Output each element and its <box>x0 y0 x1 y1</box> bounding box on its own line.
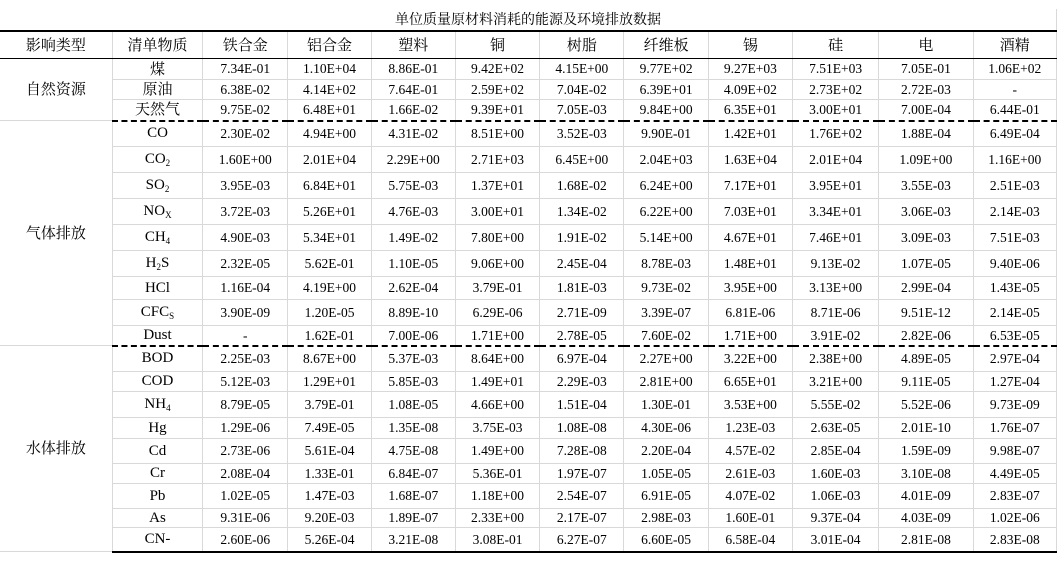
substance-cell[interactable] <box>112 173 202 199</box>
substance-name: 煤 <box>149 59 165 78</box>
value-cell[interactable]: 9.11E-05 <box>879 372 973 392</box>
value-cell[interactable]: 1.76E-07 <box>973 418 1056 439</box>
value-cell[interactable]: 7.80E+00 <box>455 225 539 251</box>
substance-cell[interactable] <box>112 439 202 464</box>
value-cell[interactable]: 6.24E+00 <box>624 173 708 199</box>
table-row <box>0 418 1057 439</box>
substance-name: CO <box>147 125 168 142</box>
header-cell[interactable]: 电 <box>879 31 973 59</box>
value-cell[interactable]: 6.39E+01 <box>624 80 708 100</box>
value-cell[interactable]: 7.51E+03 <box>792 59 878 80</box>
value-cell[interactable]: 2.71E-09 <box>540 300 624 326</box>
value-cell[interactable]: 2.72E-03 <box>879 80 973 100</box>
value-cell[interactable]: 4.75E-08 <box>371 439 455 464</box>
value-cell[interactable]: 1.42E+01 <box>708 121 792 147</box>
substance-name: HCl <box>144 279 170 296</box>
value-cell[interactable]: 5.12E-03 <box>203 372 288 392</box>
value-cell[interactable]: 3.39E-07 <box>624 300 708 326</box>
value-cell[interactable]: 3.06E-03 <box>879 199 973 225</box>
table-row <box>0 100 1057 121</box>
value-cell[interactable]: 1.27E-04 <box>973 372 1056 392</box>
value-cell[interactable]: 3.55E-03 <box>879 173 973 199</box>
value-cell[interactable]: 7.05E-01 <box>879 59 973 80</box>
value-cell[interactable]: 9.27E+03 <box>708 59 792 80</box>
table-row <box>0 121 1057 147</box>
value-cell[interactable]: 1.18E+00 <box>455 484 539 509</box>
table-row <box>0 59 1057 80</box>
value-cell[interactable]: 6.91E-05 <box>624 484 708 509</box>
value-cell[interactable]: 2.85E-04 <box>792 439 878 464</box>
value-cell[interactable]: 3.08E-01 <box>455 528 539 552</box>
header-cell[interactable]: 铜 <box>455 31 539 59</box>
value-cell[interactable]: 6.53E-05 <box>973 326 1056 346</box>
substance-subscript: 4 <box>166 403 171 413</box>
value-cell[interactable]: 6.45E+00 <box>540 147 624 173</box>
substance-name: 天然气 <box>134 100 180 119</box>
value-cell[interactable]: 6.84E+01 <box>288 173 371 199</box>
value-cell[interactable]: 8.71E-06 <box>792 300 878 326</box>
value-cell[interactable]: 7.46E+01 <box>792 225 878 251</box>
value-cell[interactable]: 7.17E+01 <box>708 173 792 199</box>
value-cell[interactable]: 2.98E-03 <box>624 509 708 528</box>
category-cell[interactable]: 自然资源 <box>0 59 112 121</box>
value-cell[interactable]: 2.59E+02 <box>455 80 539 100</box>
value-cell[interactable]: 3.53E+00 <box>708 392 792 418</box>
value-cell[interactable]: 1.62E-01 <box>288 326 371 346</box>
value-cell[interactable]: 3.13E+00 <box>792 277 878 300</box>
value-cell[interactable]: 1.88E-04 <box>879 121 973 147</box>
table-row <box>0 439 1057 464</box>
substance-name: Cr <box>149 465 165 481</box>
value-cell[interactable]: 7.04E-02 <box>540 80 624 100</box>
value-cell[interactable]: 1.71E+00 <box>455 326 539 346</box>
value-cell[interactable]: 1.51E-04 <box>540 392 624 418</box>
value-cell[interactable]: 2.83E-08 <box>973 528 1056 552</box>
value-cell[interactable]: 4.03E-09 <box>879 509 973 528</box>
value-cell[interactable]: 9.98E-07 <box>973 439 1056 464</box>
value-cell[interactable]: 2.08E-04 <box>203 464 288 484</box>
header-cell[interactable]: 硅 <box>792 31 878 59</box>
substance-name: 原油 <box>142 80 173 98</box>
value-cell[interactable]: 1.02E-06 <box>973 509 1056 528</box>
category-cell[interactable]: 水体排放 <box>0 346 112 552</box>
substance-cell[interactable] <box>112 392 202 418</box>
value-cell[interactable]: 1.35E-08 <box>371 418 455 439</box>
value-cell[interactable]: 8.51E+00 <box>455 121 539 147</box>
substance-subscript: 4 <box>165 236 171 246</box>
substance-name: CN- <box>144 530 171 547</box>
value-cell[interactable]: 3.01E-04 <box>792 528 878 552</box>
substance-name: CO <box>144 151 166 167</box>
value-cell[interactable]: 3.95E+01 <box>792 173 878 199</box>
substance-cell[interactable] <box>112 147 202 173</box>
value-cell[interactable]: 2.60E-06 <box>203 528 288 552</box>
substance-subscript: S <box>169 311 175 321</box>
substance-cell[interactable] <box>112 59 202 80</box>
substance-name: NO <box>143 203 166 219</box>
value-cell[interactable]: 3.75E-03 <box>455 418 539 439</box>
value-cell[interactable]: 2.20E-04 <box>624 439 708 464</box>
table-row <box>0 199 1057 225</box>
table-row <box>0 225 1057 251</box>
value-cell[interactable]: 2.61E-03 <box>708 464 792 484</box>
value-cell[interactable]: 2.38E+00 <box>792 346 878 372</box>
value-cell[interactable]: 3.21E-08 <box>371 528 455 552</box>
value-cell[interactable]: 5.55E-02 <box>792 392 878 418</box>
value-cell[interactable]: 9.84E+00 <box>624 100 708 121</box>
value-cell[interactable]: 9.37E-04 <box>792 509 878 528</box>
value-cell[interactable]: 3.95E+00 <box>708 277 792 300</box>
table-title[interactable]: 单位质量原材料消耗的能源及环境排放数据 <box>0 9 1057 31</box>
value-cell[interactable]: 1.49E+00 <box>455 439 539 464</box>
table-row <box>0 300 1057 326</box>
table-row <box>0 464 1057 484</box>
value-cell[interactable]: 1.23E-03 <box>708 418 792 439</box>
value-cell[interactable]: 2.27E+00 <box>624 346 708 372</box>
value-cell[interactable]: 1.89E-07 <box>371 509 455 528</box>
value-cell[interactable]: 9.20E-03 <box>288 509 371 528</box>
table-row <box>0 147 1057 173</box>
substance-name: Cd <box>148 442 167 459</box>
value-cell[interactable]: 3.79E-01 <box>455 277 539 300</box>
substance-cell[interactable] <box>112 484 202 509</box>
value-cell[interactable]: 2.25E-03 <box>203 346 288 372</box>
substance-cell[interactable] <box>112 528 202 552</box>
value-cell[interactable]: 5.26E-04 <box>288 528 371 552</box>
value-cell[interactable]: 3.00E+01 <box>455 199 539 225</box>
value-cell[interactable]: 6.84E-07 <box>371 464 455 484</box>
value-cell[interactable]: 1.91E-02 <box>540 225 624 251</box>
substance-name: CH <box>144 229 166 245</box>
value-cell[interactable]: 5.75E-03 <box>371 173 455 199</box>
header-row <box>0 31 1057 59</box>
header-cell[interactable]: 纤维板 <box>624 31 708 59</box>
value-cell[interactable]: 6.49E-04 <box>973 121 1056 147</box>
value-cell[interactable]: 4.67E+01 <box>708 225 792 251</box>
substance-name: Dust <box>143 326 172 343</box>
value-cell[interactable]: 3.52E-03 <box>540 121 624 147</box>
value-cell[interactable]: 1.02E-05 <box>203 484 288 509</box>
value-cell[interactable]: 2.81E+00 <box>624 372 708 392</box>
value-cell[interactable]: 1.60E+00 <box>203 147 288 173</box>
value-cell[interactable]: 2.14E-05 <box>973 300 1056 326</box>
value-cell[interactable]: 5.26E+01 <box>288 199 371 225</box>
substance-cell[interactable] <box>112 225 202 251</box>
value-cell[interactable]: 1.30E-01 <box>624 392 708 418</box>
value-cell[interactable]: 1.43E-05 <box>973 277 1056 300</box>
value-cell[interactable]: 2.71E+03 <box>455 147 539 173</box>
value-cell[interactable]: 5.61E-04 <box>288 439 371 464</box>
value-cell[interactable]: 2.73E-06 <box>203 439 288 464</box>
header-cell[interactable]: 树脂 <box>540 31 624 59</box>
value-cell[interactable]: 9.06E+00 <box>455 251 539 277</box>
substance-name: Hg <box>148 419 167 436</box>
value-cell[interactable]: 8.64E+00 <box>455 346 539 372</box>
header-cell[interactable]: 清单物质 <box>112 31 202 59</box>
value-cell[interactable]: 2.62E-04 <box>371 277 455 300</box>
value-cell[interactable]: 1.10E+04 <box>288 59 371 80</box>
value-cell[interactable]: 5.62E-01 <box>288 251 371 277</box>
value-cell[interactable]: 2.82E-06 <box>879 326 973 346</box>
value-cell[interactable]: 9.51E-12 <box>879 300 973 326</box>
substance-cell[interactable] <box>112 346 202 372</box>
value-cell[interactable]: 1.08E-05 <box>371 392 455 418</box>
value-cell[interactable]: 1.16E-04 <box>203 277 288 300</box>
value-cell[interactable]: 3.21E+00 <box>792 372 878 392</box>
category-cell[interactable]: 气体排放 <box>0 121 112 346</box>
value-cell[interactable]: 6.44E-01 <box>973 100 1056 121</box>
value-cell[interactable]: 3.34E+01 <box>792 199 878 225</box>
value-cell[interactable]: 9.42E+02 <box>455 59 539 80</box>
value-cell[interactable]: 1.68E-07 <box>371 484 455 509</box>
value-cell[interactable]: 2.30E-02 <box>203 121 288 147</box>
substance-name: BOD <box>141 350 174 367</box>
value-cell[interactable]: 2.17E-07 <box>540 509 624 528</box>
substance-subscript: 2 <box>164 184 170 194</box>
value-cell[interactable]: 2.01E-10 <box>879 418 973 439</box>
value-cell[interactable]: 1.47E-03 <box>288 484 371 509</box>
substance-cell[interactable] <box>112 464 202 484</box>
value-cell[interactable]: 3.72E-03 <box>203 199 288 225</box>
value-cell[interactable]: 2.01E+04 <box>288 147 371 173</box>
emission-data-table <box>0 9 1057 553</box>
value-cell[interactable]: 8.67E+00 <box>288 346 371 372</box>
value-cell[interactable]: 4.01E-09 <box>879 484 973 509</box>
value-cell[interactable]: 6.38E-02 <box>203 80 288 100</box>
value-cell[interactable]: 2.29E+00 <box>371 147 455 173</box>
value-cell[interactable]: 1.20E-05 <box>288 300 371 326</box>
value-cell[interactable]: 5.85E-03 <box>371 372 455 392</box>
value-cell[interactable]: 8.79E-05 <box>203 392 288 418</box>
substance-cell[interactable] <box>112 80 202 100</box>
header-cell[interactable]: 酒精 <box>973 31 1056 59</box>
value-cell[interactable]: 9.31E-06 <box>203 509 288 528</box>
value-cell[interactable]: 1.37E+01 <box>455 173 539 199</box>
value-cell[interactable]: 6.65E+01 <box>708 372 792 392</box>
substance-cell[interactable] <box>112 199 202 225</box>
value-cell[interactable]: 2.29E-03 <box>540 372 624 392</box>
table-row <box>0 80 1057 100</box>
value-cell[interactable]: 1.06E-03 <box>792 484 878 509</box>
value-cell[interactable]: 7.03E+01 <box>708 199 792 225</box>
value-cell[interactable]: 9.40E-06 <box>973 251 1056 277</box>
table-row <box>0 346 1057 372</box>
value-cell[interactable]: 4.31E-02 <box>371 121 455 147</box>
value-cell[interactable]: 1.33E-01 <box>288 464 371 484</box>
value-cell[interactable]: 7.00E-06 <box>371 326 455 346</box>
value-cell[interactable]: 4.14E+02 <box>288 80 371 100</box>
table-row <box>0 372 1057 392</box>
value-cell[interactable]: 9.13E-02 <box>792 251 878 277</box>
value-cell[interactable]: 6.48E+01 <box>288 100 371 121</box>
value-cell[interactable]: 2.45E-04 <box>540 251 624 277</box>
table-row <box>0 173 1057 199</box>
table-row <box>0 326 1057 346</box>
value-cell[interactable]: 1.16E+00 <box>973 147 1056 173</box>
value-cell[interactable]: 9.77E+02 <box>624 59 708 80</box>
value-cell[interactable]: 2.81E-08 <box>879 528 973 552</box>
value-cell[interactable]: 6.29E-06 <box>455 300 539 326</box>
value-cell[interactable]: 1.59E-09 <box>879 439 973 464</box>
value-cell[interactable]: 9.73E-09 <box>973 392 1056 418</box>
value-cell[interactable]: 9.90E-01 <box>624 121 708 147</box>
value-cell[interactable]: 4.76E-03 <box>371 199 455 225</box>
value-cell[interactable]: 1.49E-02 <box>371 225 455 251</box>
value-cell[interactable]: 4.30E-06 <box>624 418 708 439</box>
value-cell[interactable]: 2.33E+00 <box>455 509 539 528</box>
value-cell[interactable]: 6.97E-04 <box>540 346 624 372</box>
substance-subscript: 2 <box>156 262 161 272</box>
substance-name: H <box>145 255 157 271</box>
header-cell[interactable]: 塑料 <box>371 31 455 59</box>
value-cell[interactable]: 1.68E-02 <box>540 173 624 199</box>
value-cell[interactable]: 7.28E-08 <box>540 439 624 464</box>
value-cell[interactable]: 1.97E-07 <box>540 464 624 484</box>
value-cell[interactable]: 1.09E+00 <box>879 147 973 173</box>
substance-cell[interactable] <box>112 300 202 326</box>
value-cell[interactable]: 9.75E-02 <box>203 100 288 121</box>
header-cell[interactable]: 影响类型 <box>0 31 112 59</box>
value-cell[interactable]: 4.89E-05 <box>879 346 973 372</box>
value-cell[interactable]: 1.08E-08 <box>540 418 624 439</box>
value-cell[interactable]: 5.36E-01 <box>455 464 539 484</box>
value-cell[interactable]: 1.48E+01 <box>708 251 792 277</box>
value-cell[interactable]: 1.60E-03 <box>792 464 878 484</box>
value-cell[interactable]: 4.07E-02 <box>708 484 792 509</box>
header-cell[interactable]: 铁合金 <box>203 31 288 59</box>
value-cell[interactable]: 6.35E+01 <box>708 100 792 121</box>
substance-cell[interactable] <box>112 277 202 300</box>
substance-cell[interactable] <box>112 509 202 528</box>
value-cell[interactable]: 1.49E+01 <box>455 372 539 392</box>
value-cell[interactable]: 4.57E-02 <box>708 439 792 464</box>
value-cell[interactable]: 7.64E-01 <box>371 80 455 100</box>
substance-name: Pb <box>149 487 166 504</box>
value-cell[interactable]: 4.19E+00 <box>288 277 371 300</box>
table-row <box>0 277 1057 300</box>
value-cell[interactable]: 7.00E-04 <box>879 100 973 121</box>
value-cell[interactable]: 2.51E-03 <box>973 173 1056 199</box>
substance-name: As <box>149 509 166 526</box>
value-cell[interactable]: 4.66E+00 <box>455 392 539 418</box>
value-cell[interactable]: 5.14E+00 <box>624 225 708 251</box>
value-cell[interactable]: 6.22E+00 <box>624 199 708 225</box>
value-cell[interactable]: 1.66E-02 <box>371 100 455 121</box>
value-cell[interactable]: 7.34E-01 <box>203 59 288 80</box>
substance-name: CFC <box>140 304 170 320</box>
value-cell[interactable]: 7.05E-03 <box>540 100 624 121</box>
value-cell[interactable]: 2.63E-05 <box>792 418 878 439</box>
value-cell[interactable]: 9.73E-02 <box>624 277 708 300</box>
value-cell[interactable]: 7.51E-03 <box>973 225 1056 251</box>
value-cell[interactable]: 1.29E+01 <box>288 372 371 392</box>
value-cell[interactable]: 2.14E-03 <box>973 199 1056 225</box>
table-row <box>0 392 1057 418</box>
substance-cell[interactable] <box>112 121 202 147</box>
value-cell[interactable]: 1.34E-02 <box>540 199 624 225</box>
table-row <box>0 251 1057 277</box>
substance-cell[interactable] <box>112 251 202 277</box>
value-cell[interactable]: 3.79E-01 <box>288 392 371 418</box>
value-cell[interactable]: 1.60E-01 <box>708 509 792 528</box>
value-cell[interactable]: 8.89E-10 <box>371 300 455 326</box>
value-cell[interactable]: 6.58E-04 <box>708 528 792 552</box>
substance-subscript: 2 <box>165 158 171 168</box>
value-cell[interactable]: 7.60E-02 <box>624 326 708 346</box>
value-cell[interactable]: - <box>973 80 1056 100</box>
value-cell[interactable]: 8.78E-03 <box>624 251 708 277</box>
value-cell[interactable]: 3.22E+00 <box>708 346 792 372</box>
substance-subscript: X <box>165 210 172 220</box>
value-cell[interactable]: 7.49E-05 <box>288 418 371 439</box>
value-cell[interactable]: 6.27E-07 <box>540 528 624 552</box>
value-cell[interactable]: 1.76E+02 <box>792 121 878 147</box>
value-cell[interactable]: 1.07E-05 <box>879 251 973 277</box>
value-cell[interactable]: 2.78E-05 <box>540 326 624 346</box>
substance-cell[interactable] <box>112 372 202 392</box>
value-cell[interactable]: 1.05E-05 <box>624 464 708 484</box>
value-cell[interactable]: 6.81E-06 <box>708 300 792 326</box>
substance-cell[interactable] <box>112 100 202 121</box>
value-cell[interactable]: 2.54E-07 <box>540 484 624 509</box>
substance-name: NH <box>144 396 167 412</box>
value-cell[interactable]: 2.99E-04 <box>879 277 973 300</box>
value-cell[interactable]: 3.10E-08 <box>879 464 973 484</box>
value-cell[interactable]: 5.37E-03 <box>371 346 455 372</box>
value-cell[interactable]: 3.90E-09 <box>203 300 288 326</box>
header-cell[interactable]: 锡 <box>708 31 792 59</box>
table-row <box>0 528 1057 552</box>
value-cell[interactable]: 2.32E-05 <box>203 251 288 277</box>
value-cell[interactable]: 4.09E+02 <box>708 80 792 100</box>
header-cell[interactable]: 铝合金 <box>288 31 371 59</box>
value-cell[interactable]: 4.90E-03 <box>203 225 288 251</box>
value-cell[interactable]: 8.86E-01 <box>371 59 455 80</box>
value-cell[interactable]: 1.29E-06 <box>203 418 288 439</box>
value-cell[interactable]: 6.60E-05 <box>624 528 708 552</box>
value-cell[interactable]: - <box>203 326 288 346</box>
value-cell[interactable]: 2.01E+04 <box>792 147 878 173</box>
substance-cell[interactable] <box>112 326 202 346</box>
value-cell[interactable]: 5.52E-06 <box>879 392 973 418</box>
table-row <box>0 484 1057 509</box>
value-cell[interactable]: 2.73E+02 <box>792 80 878 100</box>
value-cell[interactable]: 4.49E-05 <box>973 464 1056 484</box>
value-cell[interactable]: 1.63E+04 <box>708 147 792 173</box>
value-cell[interactable]: 1.06E+02 <box>973 59 1056 80</box>
value-cell[interactable]: 9.39E+01 <box>455 100 539 121</box>
value-cell[interactable]: 1.81E-03 <box>540 277 624 300</box>
substance-name-tail: S <box>160 255 170 271</box>
value-cell[interactable]: 5.34E+01 <box>288 225 371 251</box>
value-cell[interactable]: 1.10E-05 <box>371 251 455 277</box>
value-cell[interactable]: 1.71E+00 <box>708 326 792 346</box>
value-cell[interactable]: 4.15E+00 <box>540 59 624 80</box>
value-cell[interactable]: 2.04E+03 <box>624 147 708 173</box>
value-cell[interactable]: 4.94E+00 <box>288 121 371 147</box>
value-cell[interactable]: 3.00E+01 <box>792 100 878 121</box>
value-cell[interactable]: 2.97E-04 <box>973 346 1056 372</box>
substance-name: SO <box>145 177 165 193</box>
value-cell[interactable]: 2.83E-07 <box>973 484 1056 509</box>
substance-name: COD <box>141 373 174 389</box>
value-cell[interactable]: 3.95E-03 <box>203 173 288 199</box>
value-cell[interactable]: 3.09E-03 <box>879 225 973 251</box>
substance-cell[interactable] <box>112 418 202 439</box>
table-row <box>0 509 1057 528</box>
value-cell[interactable]: 3.91E-02 <box>792 326 878 346</box>
